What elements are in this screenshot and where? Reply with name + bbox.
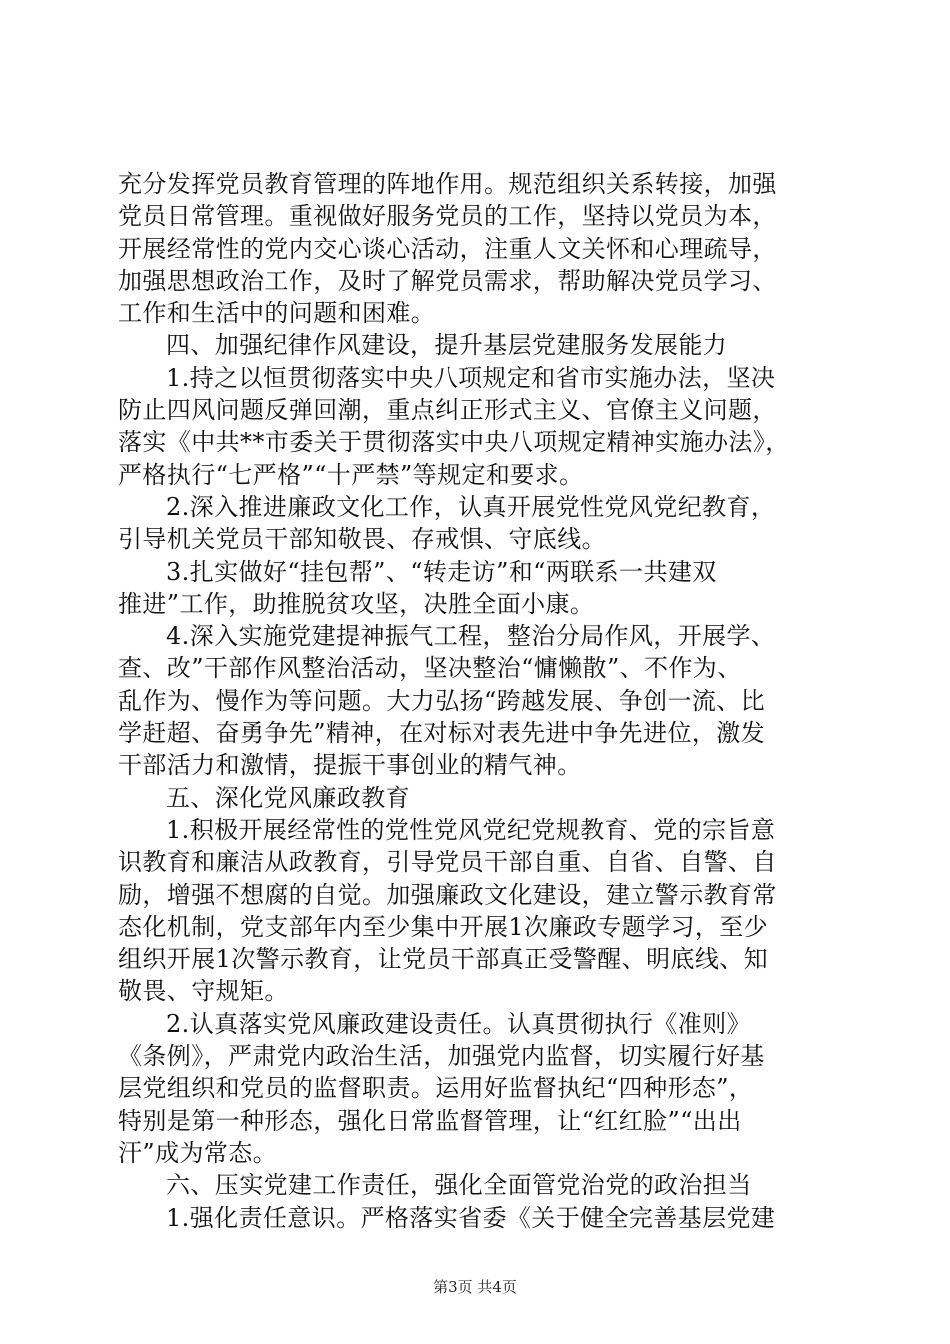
text-line: 充分发挥党员教育管理的阵地作用。规范组织关系转接，加强 (118, 170, 777, 198)
text-line: 学赶超、奋勇争先”精神，在对标对表先进中争先进位，激发 (118, 719, 766, 748)
text-line: 五、深化党风廉政教育 (166, 783, 410, 812)
text-line: 敬畏、守规矩。 (118, 977, 289, 1006)
text-line: 党员日常管理。重视做好服务党员的工作，坚持以党员为本， (118, 202, 777, 231)
text-line: 落实《中共**市委关于贯彻落实中央八项规定精神实施办法》， (118, 428, 790, 457)
text-line: 乱作为、慢作为等问题。大力弘扬“跨越发展、争创一流、比 (118, 686, 766, 715)
text-line: 工作和生活中的问题和困难。 (118, 299, 436, 328)
text-line: 防止四风问题反弹回潮，重点纠正形式主义、官僚主义问题， (118, 396, 777, 425)
text-line: 四、加强纪律作风建设，提升基层党建服务发展能力 (166, 331, 728, 360)
text-line: 1.持之以恒贯彻落实中央八项规定和省市实施办法，坚决 (166, 363, 776, 392)
text-line: 2.认真落实党风廉政建设责任。认真贯彻执行《准则》 (166, 1009, 751, 1038)
page-footer: 第3页 共4页 (433, 1278, 517, 1296)
text-line: 组织开展1次警示教育，让党员干部真正受警醒、明底线、知 (118, 945, 769, 974)
text-line: 干部活力和激情，提振干事创业的精气神。 (118, 751, 582, 780)
text-line: 2.深入推进廉政文化工作，认真开展党性党风党纪教育， (166, 492, 776, 521)
text-line: 《条例》，严肃党内政治生活，加强党内监督，切实履行好基 (118, 1042, 765, 1071)
text-line: 加强思想政治工作，及时了解党员需求，帮助解决党员学习、 (118, 266, 777, 295)
body-text (118, 168, 838, 1234)
text-line: 励，增强不想腐的自觉。加强廉政文化建设，建立警示教育常 (118, 880, 777, 909)
text-line: 汗”成为常态。 (118, 1138, 278, 1167)
text-line: 推进”工作，助推脱贫攻坚，决胜全面小康。 (118, 589, 595, 618)
text-line: 严格执行“七严格”“十严禁”等规定和要求。 (118, 460, 584, 489)
text-line: 特别是第一种形态，强化日常监督管理，让“红红脸”“出出 (118, 1106, 742, 1135)
text-line: 查、改”干部作风整治活动，坚决整治“慵懒散”、不作为、 (118, 654, 742, 683)
text-line: 六、压实党建工作责任，强化全面管党治党的政治担当 (166, 1171, 752, 1200)
text-line: 开展经常性的党内交心谈心活动，注重人文关怀和心理疏导， (118, 234, 777, 263)
text-line: 引导机关党员干部知敬畏、存戒惧、守底线。 (118, 525, 606, 554)
text-line: 1.强化责任意识。严格落实省委《关于健全完善基层党建 (166, 1203, 776, 1232)
text-line: 层党组织和党员的监督职责。运用好监督执纪“四种形态”， (118, 1074, 754, 1103)
text-line: 1.积极开展经常性的党性党风党纪党规教育、党的宗旨意 (166, 815, 776, 844)
text-line: 态化机制，党支部年内至少集中开展1次廉政专题学习，至少 (118, 912, 769, 941)
text-line: 识教育和廉洁从政教育，引导党员干部自重、自省、自警、自 (118, 848, 777, 877)
text-line: 3.扎实做好“挂包帮”、“转走访”和“两联系一共建双 (166, 557, 717, 586)
text-line: 4.深入实施党建提神振气工程，整治分局作风，开展学、 (166, 622, 776, 651)
